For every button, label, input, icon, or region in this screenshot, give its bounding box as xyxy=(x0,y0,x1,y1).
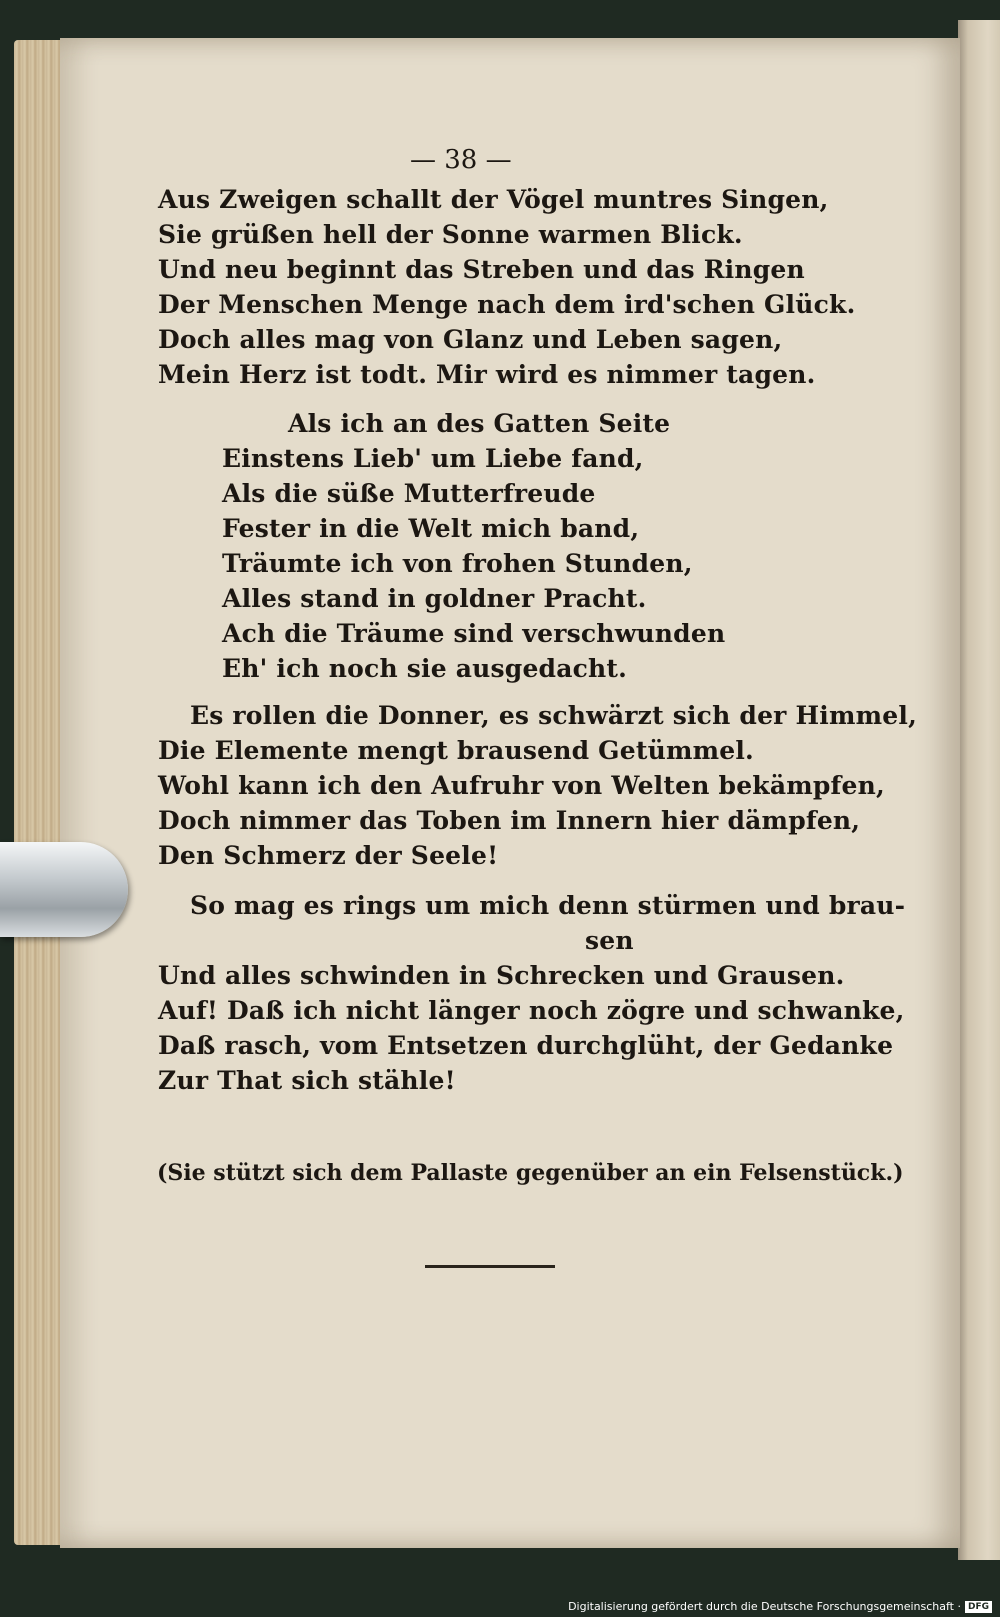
verse-line: Als die süße Mutterfreude xyxy=(222,479,596,508)
end-rule xyxy=(425,1265,555,1268)
verse-line: Als ich an des Gatten Seite xyxy=(288,409,671,438)
dfg-logo-icon: DFG xyxy=(965,1601,992,1613)
verse-line: Eh' ich noch sie ausgedacht. xyxy=(222,654,628,683)
page-clip xyxy=(0,842,128,937)
verse-line: Doch nimmer das Toben im Innern hier dämpfen, xyxy=(158,806,861,835)
verse-line: Sie grüßen hell der Sonne warmen Blick. xyxy=(158,220,743,249)
verse-line: Aus Zweigen schallt der Vögel muntres Singen, xyxy=(158,185,829,214)
verse-line: So mag es rings um mich denn stürmen und brau- xyxy=(190,891,906,920)
verse-line: Ach die Träume sind verschwunden xyxy=(222,619,726,648)
verse-line: Fester in die Welt mich band, xyxy=(222,514,640,543)
verse-line: Die Elemente mengt brausend Getümmel. xyxy=(158,736,754,765)
verse-line: Und neu beginnt das Streben und das Ringen xyxy=(158,255,805,284)
verse-line: Einstens Lieb' um Liebe fand, xyxy=(222,444,644,473)
verse-line: Auf! Daß ich nicht länger noch zögre und schwanke, xyxy=(158,996,905,1025)
footer-text: Digitalisierung gefördert durch die Deutsche Forschungsgemeinschaft · xyxy=(568,1600,961,1613)
verse-line: Der Menschen Menge nach dem ird'schen Glück. xyxy=(158,290,856,319)
verse-line: Wohl kann ich den Aufruhr von Welten bekämpfen, xyxy=(158,771,885,800)
page-number: — 38 — xyxy=(410,145,512,175)
verse-line-hyphen-continuation: sen xyxy=(585,926,634,955)
verse-line: Träumte ich von frohen Stunden, xyxy=(222,549,693,578)
verse-line: Mein Herz ist todt. Mir wird es nimmer tagen. xyxy=(158,360,816,389)
facing-page-edge xyxy=(958,20,1000,1560)
verse-line: Alles stand in goldner Pracht. xyxy=(222,584,647,613)
verse-line: Zur That sich stähle! xyxy=(158,1066,456,1095)
verse-line: Es rollen die Donner, es schwärzt sich der Himmel, xyxy=(190,701,917,730)
stage-direction: (Sie stützt sich dem Pallaste gegenüber an ein Felsenstück.) xyxy=(157,1160,904,1186)
verse-line: Doch alles mag von Glanz und Leben sagen, xyxy=(158,325,783,354)
verse-line: Den Schmerz der Seele! xyxy=(158,841,499,870)
digitization-footer xyxy=(568,1600,992,1613)
verse-line: Und alles schwinden in Schrecken und Grausen. xyxy=(158,961,845,990)
verse-line: Daß rasch, vom Entsetzen durchglüht, der Gedanke xyxy=(158,1031,894,1060)
